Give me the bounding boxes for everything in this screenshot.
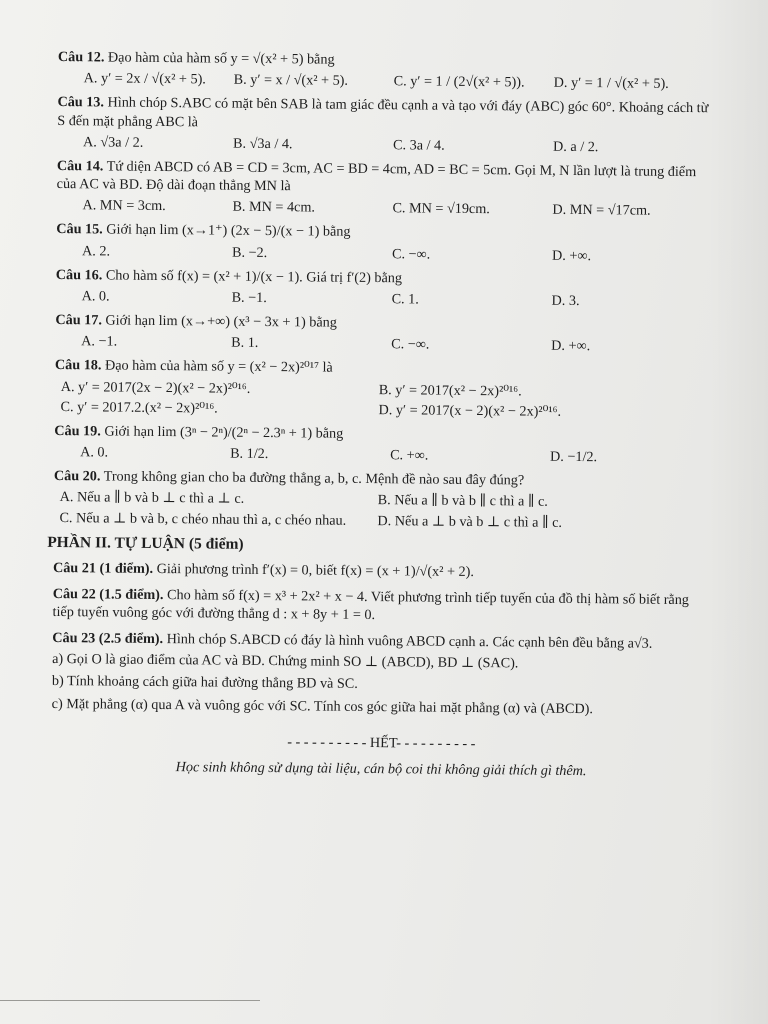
question-20: Câu 20. Trong không gian cho ba đường thẳng a, b, c. Mệnh đề nào sau đây đúng? A. Nếu a ∥ b và b ⊥ c thì a ⊥ c. B. Nếu a ∥ b và b ∥ c thì a ∥ c. C. Nếu a ⊥ b và b, c chéo nhau thì a, c chéo nhau. D. Nếu a ⊥ b và b ⊥ c thì a ∥ c. <box>53 467 714 533</box>
question-22: Câu 22 (1.5 điểm). Cho hàm số f(x) = x³ + 2x² + x − 4. Viết phương trình tiếp tuyến của đồ thị hàm số biết rằng tiếp tuyến vuông góc với đường thẳng d : x + 8y + 1 = 0. <box>52 585 690 624</box>
options: A. y′ = 2017(2x − 2)(x² − 2x)²⁰¹⁶. B. y′ = 2017(x² − 2x)²⁰¹⁶. C. y′ = 2017.2.(x² − 2x)²⁰¹⁶. D. y′ = 2017(x − 2)(x² − 2x)²⁰¹⁶. <box>60 378 562 420</box>
question-12: Câu 12. Đạo hàm của hàm số y = √(x² + 5) bằng A. y′ = 2x / √(x² + 5). B. y′ = x / √(x² + 5). C. y′ = 1 / (2√(x² + 5)). D. y′ = 1 / √(x² + 5). <box>58 48 718 94</box>
options: A. 2. B. −2. C. −∞. D. +∞. <box>81 242 592 264</box>
question-15: Câu 15. Giới hạn lim (x→1⁺) (2x − 5)/(x − 1) bằng A. 2. B. −2. C. −∞. D. +∞. <box>56 220 716 266</box>
question-23: Câu 23 (2.5 điểm). Hình chóp S.ABCD có đáy là hình vuông ABCD cạnh a. Các cạnh bên đều bằng a√3. <box>52 630 653 652</box>
options: A. Nếu a ∥ b và b ⊥ c thì a ⊥ c. B. Nếu a ∥ b và b ∥ c thì a ∥ c. C. Nếu a ⊥ b và b, c chéo nhau thì a, c chéo nhau. D. Nếu a ⊥ b và b ⊥ c thì a ∥ c. <box>59 489 563 531</box>
question-17: Câu 17. Giới hạn lim (x→+∞) (x³ − 3x + 1) bằng A. −1. B. 1. C. −∞. D. +∞. <box>55 311 715 357</box>
question-23-part-b: b) Tính khoảng cách giữa hai đường thẳng BD và SC. <box>51 673 358 693</box>
question-23-part-c: c) Mặt phẳng (α) qua A và vuông góc với SC. Tính cos góc giữa hai mặt phẳng (α) và (ABCD). <box>51 695 594 717</box>
options: A. y′ = 2x / √(x² + 5). B. y′ = x / √(x² + 5). C. y′ = 1 / (2√(x² + 5)). D. y′ = 1 / √(x² + 5). <box>83 70 669 93</box>
options: A. MN = 3cm. B. MN = 4cm. C. MN = √19cm. D. MN = √17cm. <box>82 197 651 219</box>
question-19: Câu 19. Giới hạn lim (3ⁿ − 2ⁿ)/(2ⁿ − 2.3ⁿ + 1) bằng A. 0. B. 1/2. C. +∞. D. −1/2. <box>54 422 714 468</box>
options: A. 0. B. 1/2. C. +∞. D. −1/2. <box>80 444 598 466</box>
options: A. 0. B. −1. C. 1. D. 3. <box>81 288 580 309</box>
exam-content <box>47 48 718 781</box>
part2-title: PHẦN II. TỰ LUẬN (5 điểm) <box>47 533 244 553</box>
question-13: Câu 13. Hình chóp S.ABC có mặt bên SAB là tam giác đều cạnh a và tạo với đáy (ABC) góc 60°. Khoảng cách từ S đến mặt phẳng ABC là A. √3a / 2. B. √3a / 4. C. 3a / 4. D. a / 2. <box>57 93 718 157</box>
footer-note: Học sinh không sử dụng tài liệu, cán bộ coi thi không giải thích gì thêm. <box>175 759 587 780</box>
question-18: Câu 18. Đạo hàm của hàm số y = (x² − 2x)²⁰¹⁷ là A. y′ = 2017(2x − 2)(x² − 2x)²⁰¹⁶. B. y′ = 2017(x² − 2x)²⁰¹⁶. C. y′ = 2017.2.(x² − 2x)²⁰¹⁶. D. y′ = 2017(x − 2)(x² − 2x)²⁰¹⁶. <box>54 356 715 422</box>
question-21: Câu 21 (1 điểm). Giải phương trình f′(x) = 0, biết f(x) = (x + 1)/√(x² + 2). <box>52 559 474 580</box>
options: A. √3a / 2. B. √3a / 4. C. 3a / 4. D. a / 2. <box>83 133 599 155</box>
question-16: Câu 16. Cho hàm số f(x) = (x² + 1)/(x − 1). Giá trị f′(2) bằng A. 0. B. −1. C. 1. D. 3. <box>56 266 716 312</box>
question-23-part-a: a) Gọi O là giao điểm của AC và BD. Chứng minh SO ⊥ (ABCD), BD ⊥ (SAC). <box>52 651 519 672</box>
question-14: Câu 14. Tứ diện ABCD có AB = CD = 3cm, AC = BD = 4cm, AD = BC = 5cm. Gọi M, N lần lượt là trung điểm của AC và BD. Độ dài đoạn thẳng MN là A. MN = 3cm. B. MN = 4cm. C. MN = √19cm. D. MN = √17cm. <box>56 157 717 221</box>
options: A. −1. B. 1. C. −∞. D. +∞. <box>81 333 591 355</box>
footer-divider <box>0 1000 260 1001</box>
end-mark: - - - - - - - - - - HẾT- - - - - - - - - - <box>287 734 476 752</box>
